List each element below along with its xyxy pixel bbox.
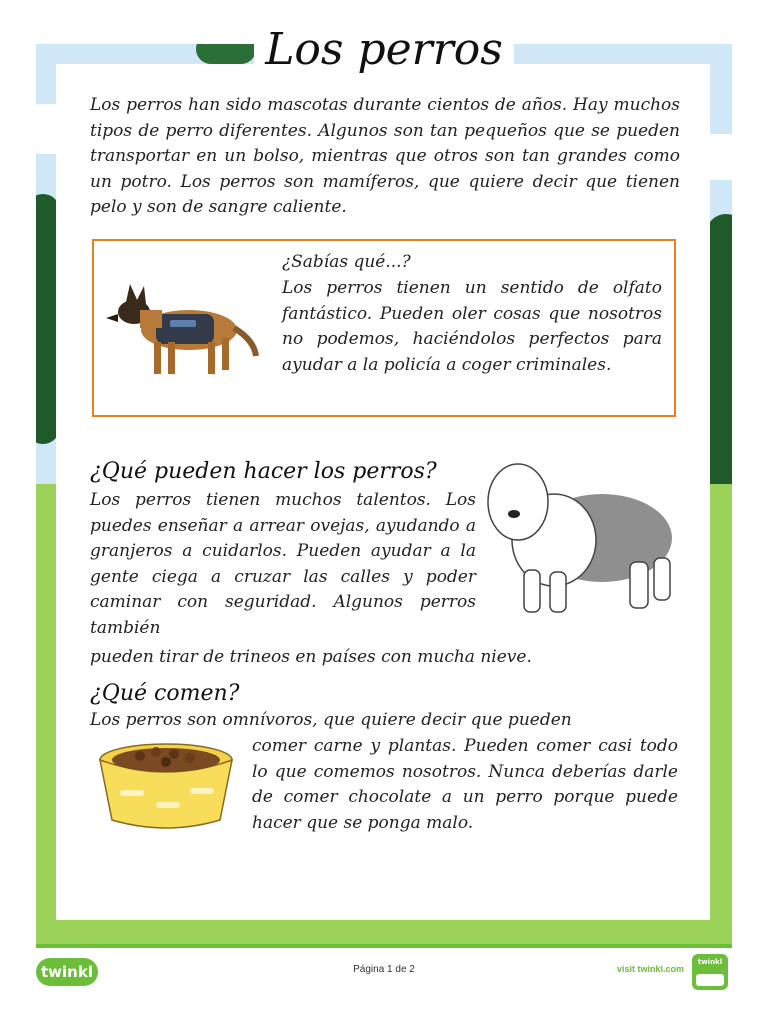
section-heading-food: ¿Qué comen? — [90, 681, 240, 706]
footer-divider — [36, 944, 732, 948]
food-paragraph: comer carne y plantas. Pueden comer casi todo lo que comemos nosotros. Nunca deberías darle de comer chocolate a un perro porque puede hacer que se ponga malo. — [252, 736, 678, 833]
quality-badge-label: twinkl — [697, 958, 723, 966]
section-heading-abilities: ¿Qué pueden hacer los perros? — [90, 459, 437, 484]
hedge — [196, 44, 256, 64]
intro-paragraph: Los perros han sido mascotas durante cientos de años. Hay muchos tipos de perro diferentes. Algunos son tan pequeños que se pueden transportar en un bolso, mientras que otros son tan grandes como un potro. Los perros son mamíferos, que quiere decir que tienen pelo y son de sangre caliente. — [90, 95, 680, 217]
fact-heading: ¿Sabías qué...? — [282, 252, 411, 272]
twinkl-logo[interactable]: twinkl — [36, 958, 98, 986]
abilities-last-line: pueden tirar de trineos en países con mucha nieve. — [90, 647, 532, 667]
dog-food-bowl-illustration — [90, 740, 242, 832]
page-title: Los perros — [265, 24, 503, 75]
fact-body: Los perros tienen un sentido de olfato fantástico. Pueden oler cosas que nosotros no podemos, haciéndolos perfectos para ayudar a la policía a coger criminales. — [282, 278, 662, 375]
food-first-line: Los perros son omnívoros, que quiere decir que pueden — [90, 710, 572, 730]
page-number: Página 1 de 2 — [353, 964, 415, 975]
visit-link[interactable]: visit twinkl.com — [616, 964, 684, 974]
sheepdog-illustration — [484, 458, 678, 618]
abilities-paragraph: Los perros tienen muchos talentos. Los puedes enseñar a arrear ovejas, ayudando a granjeros a cuidarlos. Pueden ayudar a la gente ciega a cruzar las calles y poder caminar con seguridad. Algunos perros también — [90, 490, 476, 638]
police-dog-illustration — [104, 280, 260, 380]
